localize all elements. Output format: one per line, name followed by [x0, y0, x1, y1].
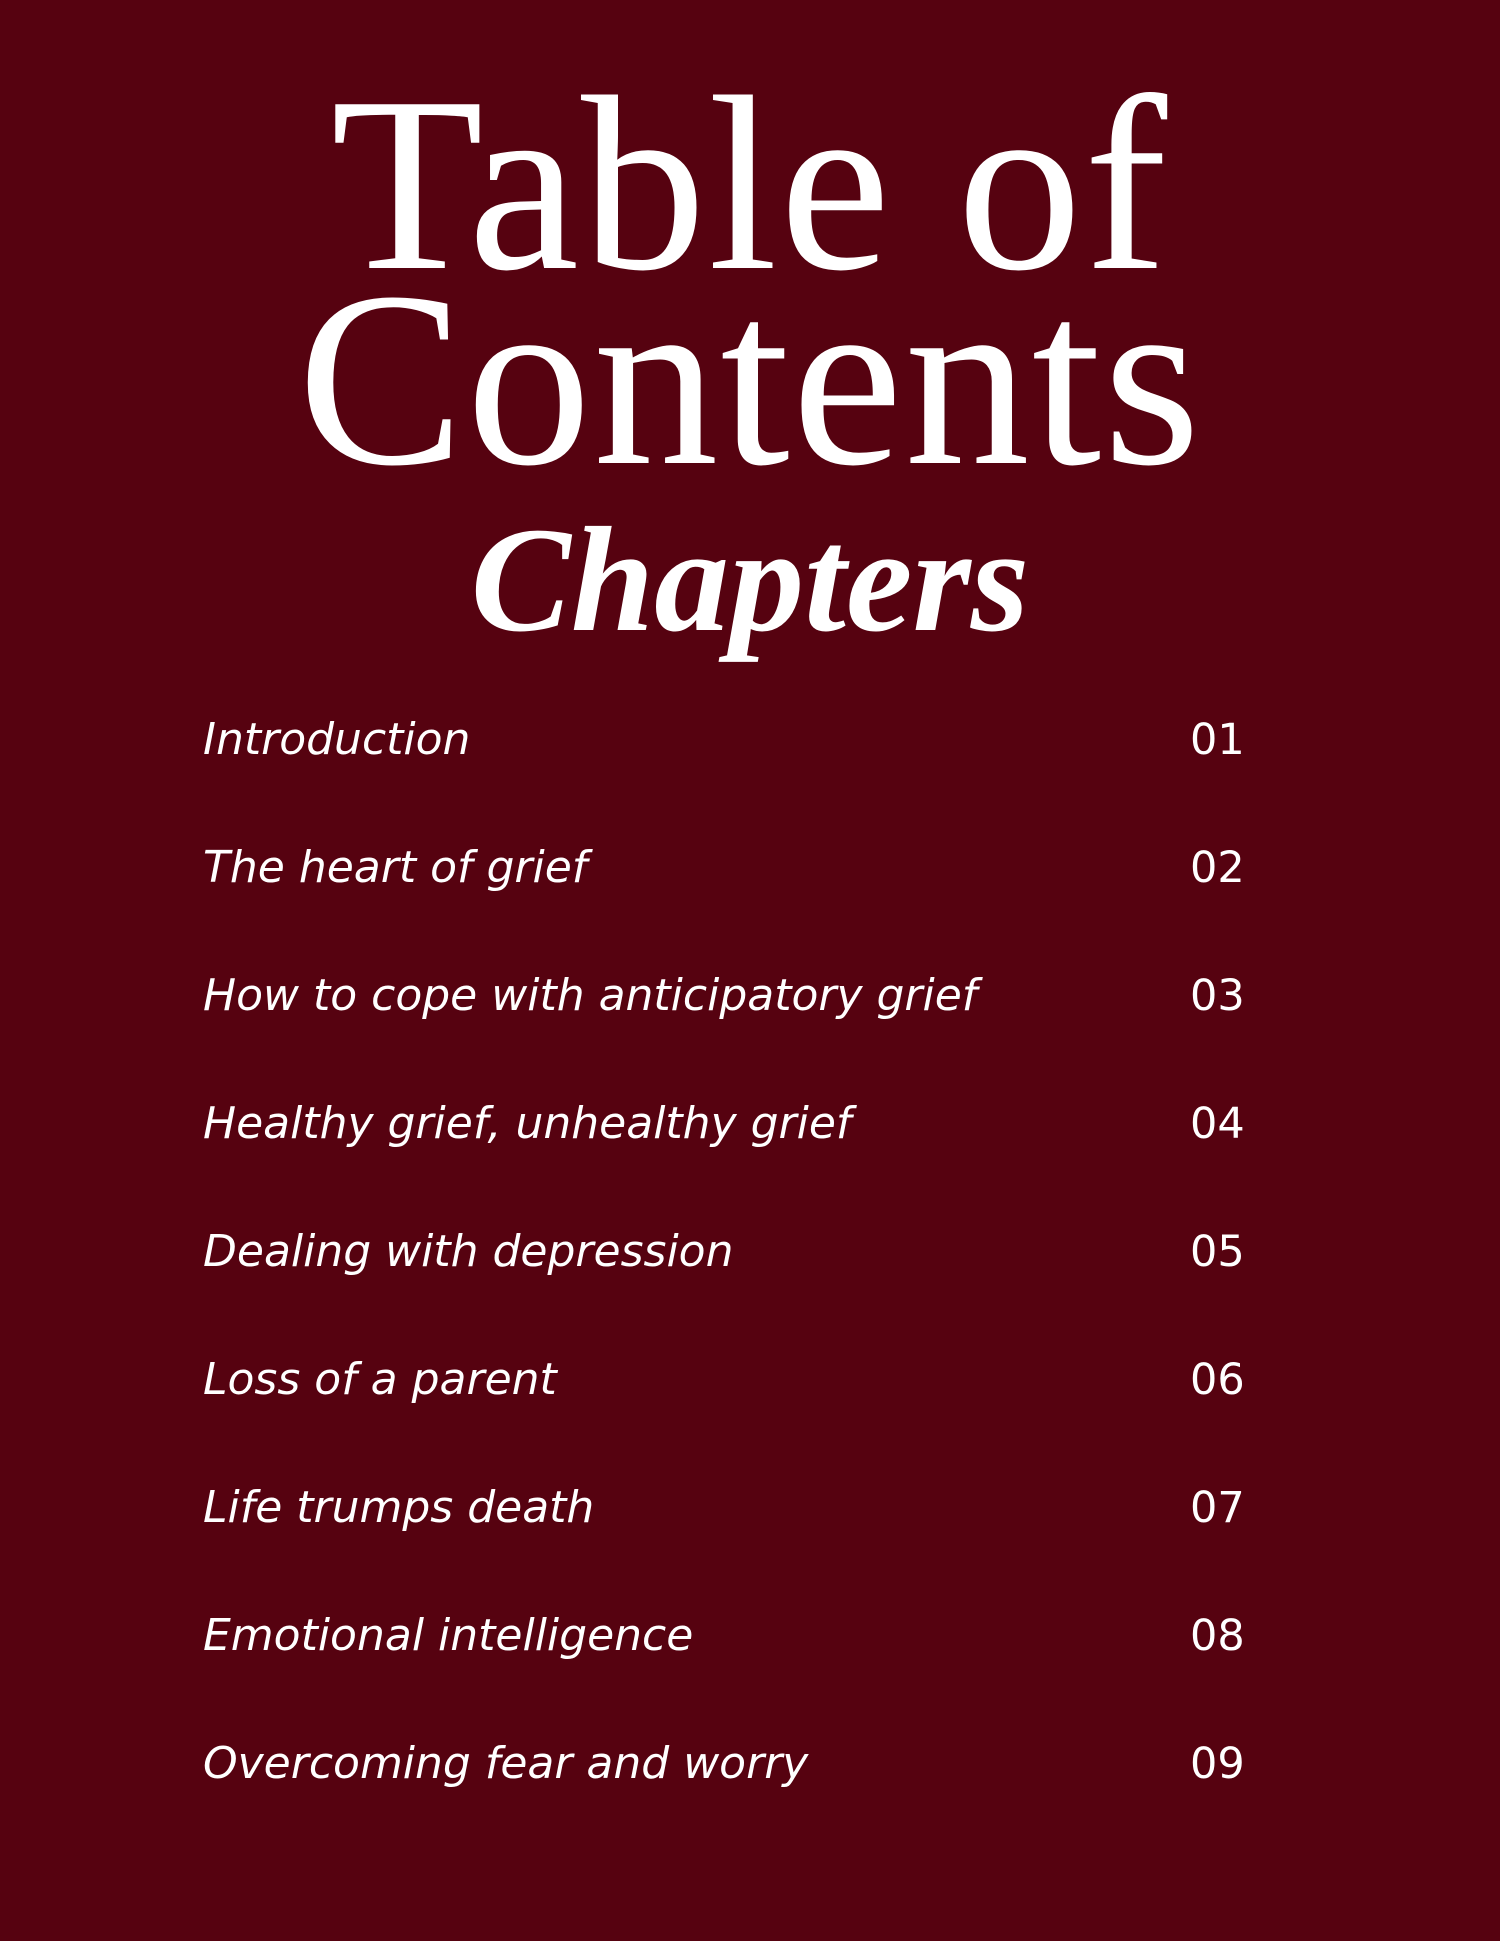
chapter-number: 03 [1190, 971, 1245, 1021]
chapter-title: Overcoming fear and worry [203, 1738, 809, 1789]
toc-entry [203, 1350, 1253, 1478]
chapter-number: 02 [1190, 843, 1245, 893]
toc-entry [203, 966, 1253, 1094]
chapter-number: 09 [1190, 1739, 1245, 1789]
toc-entry [203, 1094, 1253, 1222]
section-heading-chapters: Chapters [470, 497, 1030, 663]
chapter-number: 04 [1190, 1099, 1245, 1149]
chapter-title: Dealing with depression [203, 1226, 734, 1277]
chapter-number: 06 [1190, 1355, 1245, 1405]
toc-entry [203, 1222, 1253, 1350]
toc-entry [203, 1478, 1253, 1606]
toc-entry [203, 1606, 1253, 1734]
chapter-title: Emotional intelligence [203, 1610, 694, 1661]
chapter-number: 08 [1190, 1611, 1245, 1661]
chapter-title: Life trumps death [203, 1482, 595, 1533]
page-title-line-2: Contents [297, 241, 1203, 518]
chapter-title: The heart of grief [203, 842, 588, 893]
page-title-line-1: Table of [330, 46, 1170, 323]
toc-entry [203, 838, 1253, 966]
table-of-contents-list [203, 710, 1253, 1862]
chapter-title: How to cope with anticipatory grief [203, 970, 978, 1021]
chapter-title: Loss of a parent [203, 1354, 557, 1405]
chapter-number: 01 [1190, 715, 1245, 765]
chapter-title: Healthy grief, unhealthy grief [203, 1098, 852, 1149]
chapter-number: 05 [1190, 1227, 1245, 1277]
toc-entry [203, 1734, 1253, 1862]
chapter-number: 07 [1190, 1483, 1245, 1533]
toc-entry [203, 710, 1253, 838]
chapter-title: Introduction [203, 714, 471, 765]
